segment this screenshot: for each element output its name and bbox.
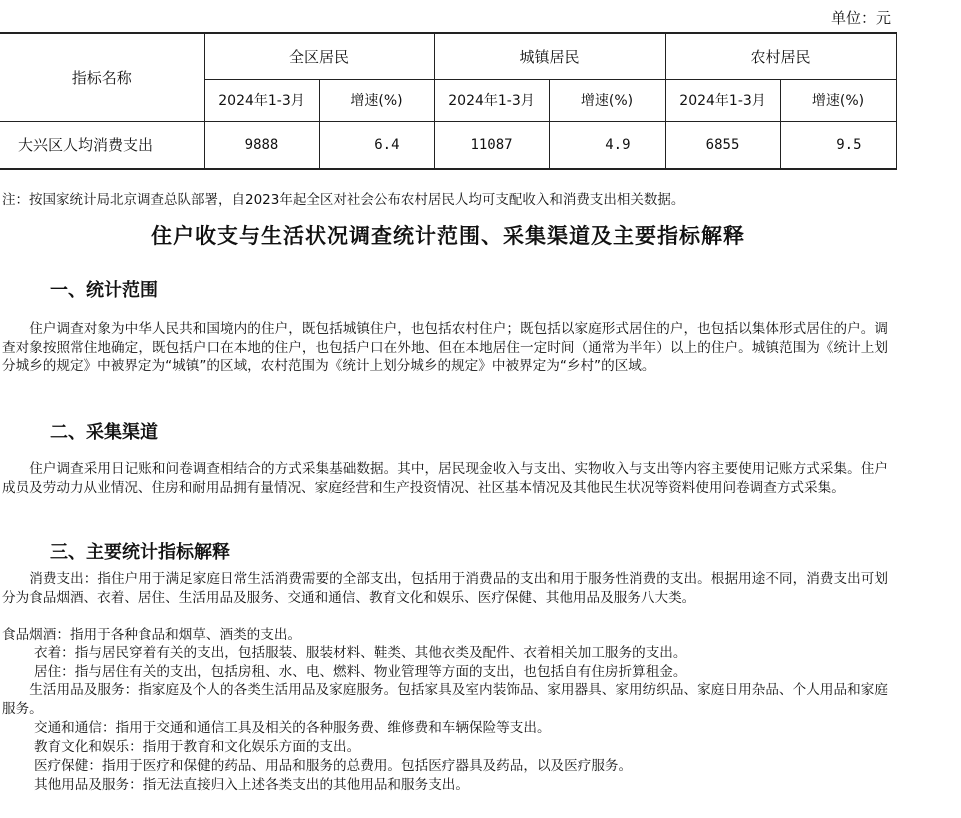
growth-rural: 9.5 (780, 121, 896, 169)
section-indicators-title: 三、主要统计指标解释 (50, 542, 230, 563)
def-education: 教育文化和娱乐：指用于教育和文化娱乐方面的支出。 (34, 739, 361, 755)
group-rural-residents: 农村居民 (665, 33, 896, 79)
section-scope-text: 住户调查对象为中华人民共和国境内的住户，既包括城镇住户，也包括农村住户；既包括以家庭形式居住的户，也包括以集体形式居住的户。调查对象按照常住地确定，既包括户口在本地的住户，也包括户口在外地、但在本地居住一定时间（通常为半年）以上的住户。城镇范围为《统计上划分城乡的规定》中被界定为“城镇”的区域，农村范围为《统计上划分城乡的规定》中被界定为“乡村”的区域。 (2, 321, 888, 374)
growth-urban: 4.9 (549, 121, 665, 169)
def-transport: 交通和通信：指用于交通和通信工具及相关的各种服务费、维修费和车辆保险等支出。 (34, 720, 551, 736)
indicator-header: 指标名称 (0, 33, 204, 121)
page-title: 住户收支与生活状况调查统计范围、采集渠道及主要指标解释 (151, 224, 745, 248)
def-clothing: 衣着：指与居民穿着有关的支出，包括服装、服装材料、鞋类、其他衣类及配件、衣着相关加工服务的支出。 (34, 645, 687, 661)
period-header-urban: 2024年1-3月 (434, 79, 549, 121)
def-consumption: 消费支出：指住户用于满足家庭日常生活消费需要的全部支出，包括用于消费品的支出和用于服务性消费的支出。根据用途不同，消费支出可划分为食品烟酒、衣着、居住、生活用品及服务、交通和通信、教育文化和娱乐、医疗保健、其他用品及服务八大类。 (2, 571, 888, 606)
value-rural: 6855 (665, 121, 780, 169)
section-scope-title: 一、统计范围 (50, 280, 158, 301)
value-urban: 11087 (434, 121, 549, 169)
def-other: 其他用品及服务：指无法直接归入上述各类支出的其他用品和服务支出。 (34, 777, 469, 793)
growth-header-rural: 增速(%) (780, 79, 896, 121)
growth-header-all: 增速(%) (319, 79, 434, 121)
group-urban-residents: 城镇居民 (434, 33, 665, 79)
def-housing: 居住：指与居住有关的支出，包括房租、水、电、燃料、物业管理等方面的支出，也包括自有住房折算租金。 (34, 664, 687, 680)
unit-label: 单位：元 (830, 9, 891, 27)
table-row (0, 121, 896, 169)
section-channel-title: 二、采集渠道 (50, 422, 158, 443)
value-all: 9888 (204, 121, 319, 169)
period-header-rural: 2024年1-3月 (665, 79, 780, 121)
statistics-table (0, 32, 896, 170)
def-food: 食品烟酒：指用于各种食品和烟草、酒类的支出。 (2, 627, 302, 643)
def-household: 生活用品及服务：指家庭及个人的各类生活用品及家庭服务。包括家具及室内装饰品、家用器具、家用纺织品、家庭日用杂品、个人用品和家庭服务。 (2, 682, 888, 717)
def-medical: 医疗保健：指用于医疗和保健的药品、用品和服务的总费用。包括医疗器具及药品，以及医疗服务。 (34, 758, 633, 774)
row-label: 大兴区人均消费支出 (0, 121, 204, 169)
growth-all: 6.4 (319, 121, 434, 169)
section-channel-text: 住户调查采用日记账和问卷调查相结合的方式采集基础数据。其中，居民现金收入与支出、实物收入与支出等内容主要使用记账方式采集。住户成员及劳动力从业情况、住房和耐用品拥有量情况、家庭经营和生产投资情况、社区基本情况及其他民生状况等资料使用问卷调查方式采集。 (2, 461, 888, 496)
growth-header-urban: 增速(%) (549, 79, 665, 121)
group-all-residents: 全区居民 (204, 33, 434, 79)
table-note: 注：按国家统计局北京调查总队部署，自2023年起全区对社会公布农村居民人均可支配收入和消费支出相关数据。 (2, 192, 685, 208)
period-header-all: 2024年1-3月 (204, 79, 319, 121)
